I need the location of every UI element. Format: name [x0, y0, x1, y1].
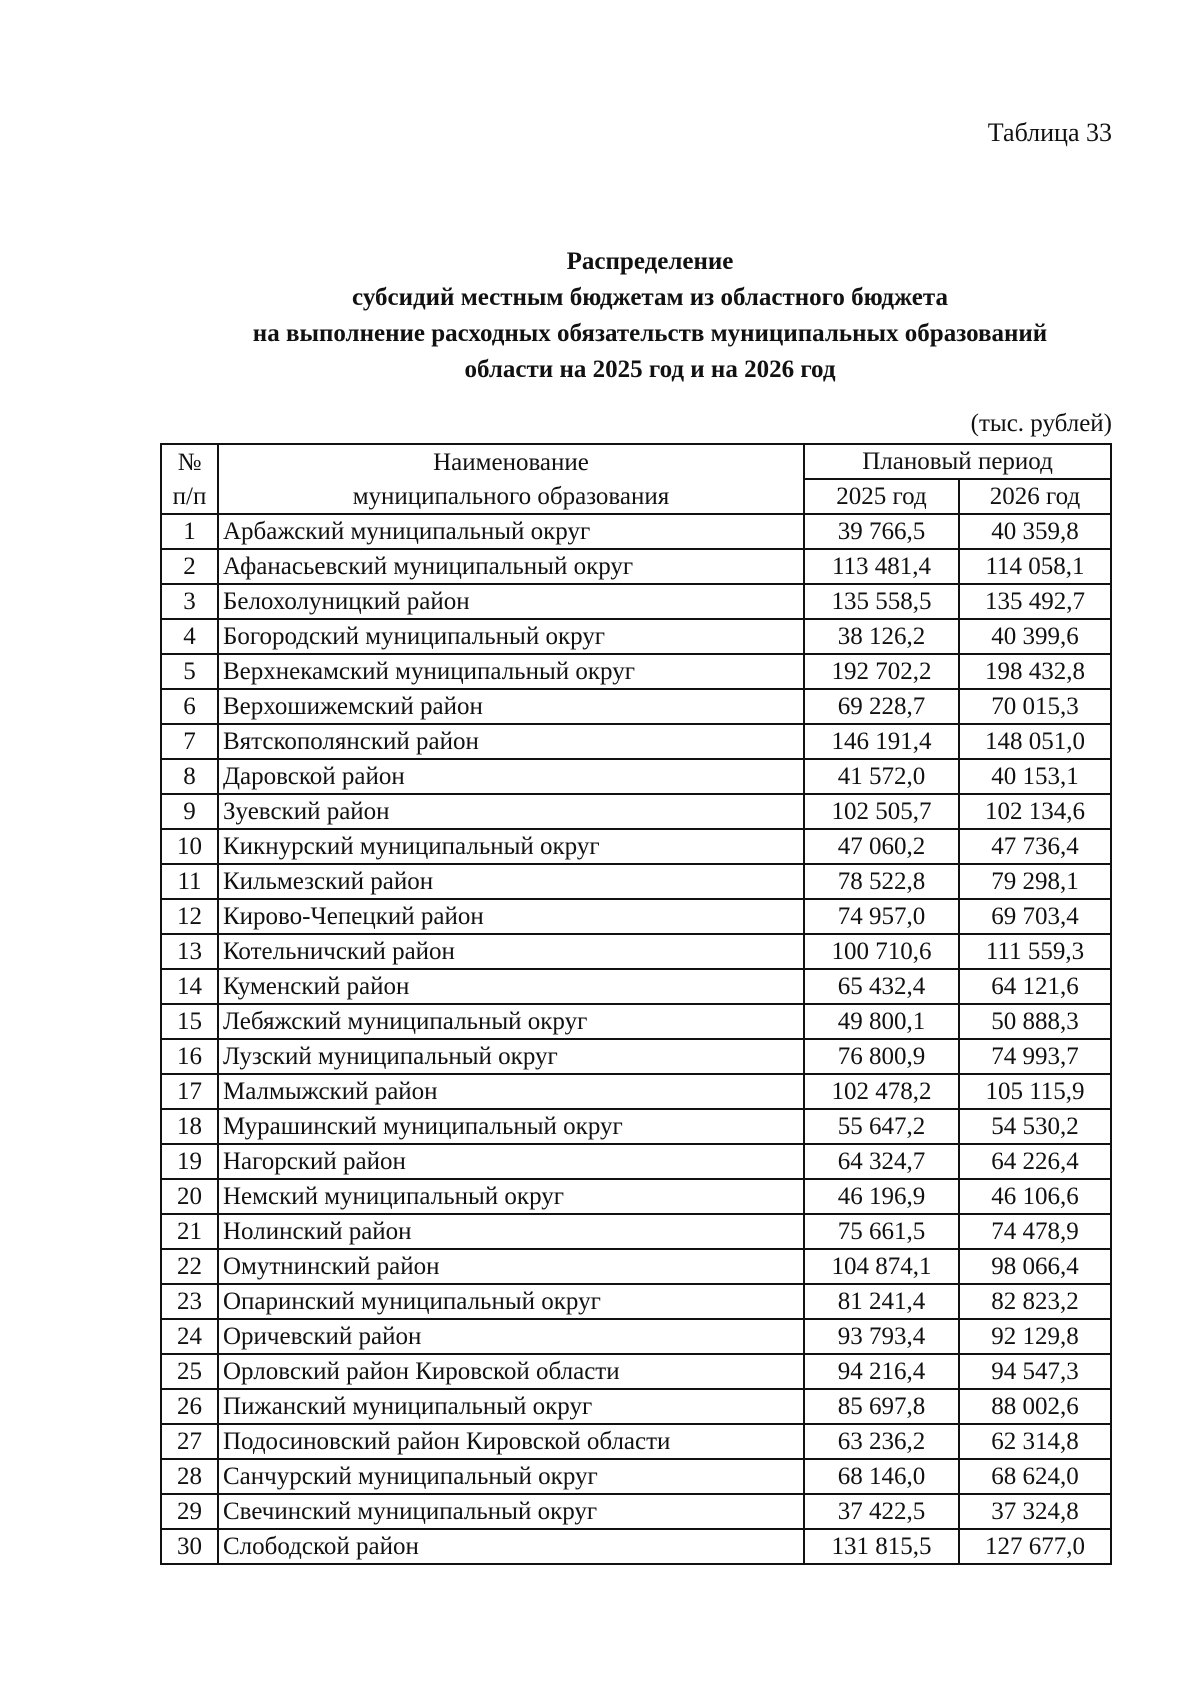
value-2025-cell: 39 766,5 — [804, 514, 959, 549]
row-number-cell: 15 — [161, 1004, 218, 1039]
municipality-name-cell: Лузский муниципальный округ — [218, 1039, 804, 1074]
value-2025-cell: 104 874,1 — [804, 1249, 959, 1284]
table-row — [161, 1214, 1111, 1249]
row-number-cell: 20 — [161, 1179, 218, 1214]
value-2026-cell: 68 624,0 — [959, 1459, 1111, 1494]
row-number-cell: 1 — [161, 514, 218, 549]
row-number-cell: 2 — [161, 549, 218, 584]
row-number-cell: 7 — [161, 724, 218, 759]
municipality-name-cell: Подосиновский район Кировской области — [218, 1424, 804, 1459]
municipality-name-cell: Слободской район — [218, 1529, 804, 1564]
value-2026-cell: 46 106,6 — [959, 1179, 1111, 1214]
row-number-cell: 13 — [161, 934, 218, 969]
value-2026-cell: 127 677,0 — [959, 1529, 1111, 1564]
value-2026-cell: 69 703,4 — [959, 899, 1111, 934]
row-number-cell: 26 — [161, 1389, 218, 1424]
value-2026-cell: 88 002,6 — [959, 1389, 1111, 1424]
row-number-cell: 22 — [161, 1249, 218, 1284]
row-number-cell: 8 — [161, 759, 218, 794]
value-2025-cell: 47 060,2 — [804, 829, 959, 864]
value-2026-cell: 47 736,4 — [959, 829, 1111, 864]
table-row — [161, 654, 1111, 689]
value-2026-cell: 98 066,4 — [959, 1249, 1111, 1284]
table-row — [161, 619, 1111, 654]
row-number-cell: 18 — [161, 1109, 218, 1144]
row-number-cell: 14 — [161, 969, 218, 1004]
units-label: (тыс. рублей) — [970, 410, 1112, 437]
row-number-cell: 19 — [161, 1144, 218, 1179]
value-2025-cell: 64 324,7 — [804, 1144, 959, 1179]
table-row — [161, 1039, 1111, 1074]
value-2025-cell: 146 191,4 — [804, 724, 959, 759]
value-2026-cell: 148 051,0 — [959, 724, 1111, 759]
value-2026-cell: 82 823,2 — [959, 1284, 1111, 1319]
row-number-cell: 24 — [161, 1319, 218, 1354]
row-number-cell: 25 — [161, 1354, 218, 1389]
table-row — [161, 934, 1111, 969]
table-row — [161, 1354, 1111, 1389]
table-row — [161, 1144, 1111, 1179]
row-number-cell: 9 — [161, 794, 218, 829]
value-2026-cell: 114 058,1 — [959, 549, 1111, 584]
municipality-name-cell: Орловский район Кировской области — [218, 1354, 804, 1389]
table-row — [161, 1319, 1111, 1354]
row-number-cell: 4 — [161, 619, 218, 654]
value-2026-cell: 111 559,3 — [959, 934, 1111, 969]
municipality-name-cell: Даровской район — [218, 759, 804, 794]
municipality-name-cell: Нагорский район — [218, 1144, 804, 1179]
value-2025-cell: 49 800,1 — [804, 1004, 959, 1039]
municipality-name-cell: Пижанский муниципальный округ — [218, 1389, 804, 1424]
municipality-name-cell: Кирово-Чепецкий район — [218, 899, 804, 934]
municipality-name-cell: Опаринский муниципальный округ — [218, 1284, 804, 1319]
value-2026-cell: 40 153,1 — [959, 759, 1111, 794]
value-2026-cell: 135 492,7 — [959, 584, 1111, 619]
value-2025-cell: 38 126,2 — [804, 619, 959, 654]
municipality-name-cell: Кильмезский район — [218, 864, 804, 899]
value-2026-cell: 64 121,6 — [959, 969, 1111, 1004]
value-2026-cell: 40 359,8 — [959, 514, 1111, 549]
table-row — [161, 1179, 1111, 1214]
value-2025-cell: 76 800,9 — [804, 1039, 959, 1074]
table-row — [161, 1424, 1111, 1459]
value-2025-cell: 63 236,2 — [804, 1424, 959, 1459]
value-2025-cell: 94 216,4 — [804, 1354, 959, 1389]
table-row — [161, 899, 1111, 934]
municipality-name-cell: Богородский муниципальный округ — [218, 619, 804, 654]
title-line: области на 2025 год и на 2026 год — [464, 356, 836, 383]
municipality-name-cell: Зуевский район — [218, 794, 804, 829]
row-number-cell: 12 — [161, 899, 218, 934]
value-2025-cell: 102 478,2 — [804, 1074, 959, 1109]
value-2026-cell: 79 298,1 — [959, 864, 1111, 899]
municipality-name-cell: Кикнурский муниципальный округ — [218, 829, 804, 864]
value-2026-cell: 198 432,8 — [959, 654, 1111, 689]
table-row — [161, 1529, 1111, 1564]
table-row — [161, 829, 1111, 864]
municipality-name-cell: Оричевский район — [218, 1319, 804, 1354]
municipality-name-cell: Немский муниципальный округ — [218, 1179, 804, 1214]
table-row — [161, 549, 1111, 584]
document-title — [120, 244, 1180, 388]
municipality-name-cell: Верхошижемский район — [218, 689, 804, 724]
municipality-name-cell: Афанасьевский муниципальный округ — [218, 549, 804, 584]
value-2026-cell: 102 134,6 — [959, 794, 1111, 829]
table-row — [161, 759, 1111, 794]
value-2025-cell: 41 572,0 — [804, 759, 959, 794]
value-2025-cell: 74 957,0 — [804, 899, 959, 934]
value-2025-cell: 85 697,8 — [804, 1389, 959, 1424]
municipality-name-cell: Арбажский муниципальный округ — [218, 514, 804, 549]
municipality-name-cell: Омутнинский район — [218, 1249, 804, 1284]
value-2026-cell: 54 530,2 — [959, 1109, 1111, 1144]
municipality-name-cell: Санчурский муниципальный округ — [218, 1459, 804, 1494]
table-row — [161, 1109, 1111, 1144]
row-number-cell: 16 — [161, 1039, 218, 1074]
row-number-cell: 6 — [161, 689, 218, 724]
value-2026-cell: 92 129,8 — [959, 1319, 1111, 1354]
municipality-name-cell: Лебяжский муниципальный округ — [218, 1004, 804, 1039]
title-line: на выполнение расходных обязательств муниципальных образований — [252, 320, 1048, 347]
municipality-name-cell: Куменский район — [218, 969, 804, 1004]
municipality-name-cell: Котельничский район — [218, 934, 804, 969]
row-number-cell: 10 — [161, 829, 218, 864]
value-2026-cell: 105 115,9 — [959, 1074, 1111, 1109]
subsidy-table — [160, 443, 1112, 1565]
value-2025-cell: 81 241,4 — [804, 1284, 959, 1319]
table-row — [161, 1284, 1111, 1319]
value-2025-cell: 192 702,2 — [804, 654, 959, 689]
table-row — [161, 794, 1111, 829]
row-number-cell: 17 — [161, 1074, 218, 1109]
municipality-name-cell: Малмыжский район — [218, 1074, 804, 1109]
header-number-cell-sub: п/п — [161, 479, 218, 514]
value-2025-cell: 135 558,5 — [804, 584, 959, 619]
value-2026-cell: 64 226,4 — [959, 1144, 1111, 1179]
value-2025-cell: 75 661,5 — [804, 1214, 959, 1249]
value-2026-cell: 40 399,6 — [959, 619, 1111, 654]
table-row — [161, 969, 1111, 1004]
table-row — [161, 584, 1111, 619]
table-header — [161, 444, 1111, 514]
value-2025-cell: 131 815,5 — [804, 1529, 959, 1564]
row-number-cell: 28 — [161, 1459, 218, 1494]
row-number-cell: 3 — [161, 584, 218, 619]
row-number-cell: 21 — [161, 1214, 218, 1249]
municipality-name-cell: Мурашинский муниципальный округ — [218, 1109, 804, 1144]
table-row — [161, 1074, 1111, 1109]
table-row — [161, 1249, 1111, 1284]
row-number-cell: 23 — [161, 1284, 218, 1319]
table-row — [161, 1494, 1111, 1529]
value-2025-cell: 69 228,7 — [804, 689, 959, 724]
value-2026-cell: 50 888,3 — [959, 1004, 1111, 1039]
header-name-cell: Наименование — [218, 444, 804, 479]
title-line: Распределение — [566, 248, 734, 275]
table-row — [161, 1459, 1111, 1494]
table-number: Таблица 33 — [987, 118, 1112, 147]
value-2025-cell: 46 196,9 — [804, 1179, 959, 1214]
table-row — [161, 864, 1111, 899]
value-2026-cell: 62 314,8 — [959, 1424, 1111, 1459]
table-row — [161, 1389, 1111, 1424]
value-2025-cell: 55 647,2 — [804, 1109, 959, 1144]
value-2025-cell: 93 793,4 — [804, 1319, 959, 1354]
municipality-name-cell: Верхнекамский муниципальный округ — [218, 654, 804, 689]
table-row — [161, 1004, 1111, 1039]
value-2026-cell: 74 478,9 — [959, 1214, 1111, 1249]
value-2025-cell: 68 146,0 — [804, 1459, 959, 1494]
municipality-name-cell: Вятскополянский район — [218, 724, 804, 759]
table-row — [161, 724, 1111, 759]
row-number-cell: 11 — [161, 864, 218, 899]
value-2025-cell: 37 422,5 — [804, 1494, 959, 1529]
value-2026-cell: 94 547,3 — [959, 1354, 1111, 1389]
value-2026-cell: 74 993,7 — [959, 1039, 1111, 1074]
value-2026-cell: 70 015,3 — [959, 689, 1111, 724]
row-number-cell: 27 — [161, 1424, 218, 1459]
value-2025-cell: 100 710,6 — [804, 934, 959, 969]
value-2025-cell: 78 522,8 — [804, 864, 959, 899]
table-row — [161, 689, 1111, 724]
value-2026-cell: 37 324,8 — [959, 1494, 1111, 1529]
value-2025-cell: 65 432,4 — [804, 969, 959, 1004]
municipality-name-cell: Свечинский муниципальный округ — [218, 1494, 804, 1529]
header-period-cell: Плановый период — [804, 444, 1111, 479]
value-2025-cell: 102 505,7 — [804, 794, 959, 829]
table-row — [161, 514, 1111, 549]
title-line: субсидий местным бюджетам из областного бюджета — [352, 284, 948, 311]
table-body — [161, 514, 1111, 1564]
header-year-2026: 2026 год — [959, 479, 1111, 514]
row-number-cell: 29 — [161, 1494, 218, 1529]
header-number-cell: № — [161, 444, 218, 479]
row-number-cell: 30 — [161, 1529, 218, 1564]
municipality-name-cell: Белохолуницкий район — [218, 584, 804, 619]
row-number-cell: 5 — [161, 654, 218, 689]
header-name-cell-sub: муниципального образования — [218, 479, 804, 514]
value-2025-cell: 113 481,4 — [804, 549, 959, 584]
municipality-name-cell: Нолинский район — [218, 1214, 804, 1249]
header-year-2025: 2025 год — [804, 479, 959, 514]
